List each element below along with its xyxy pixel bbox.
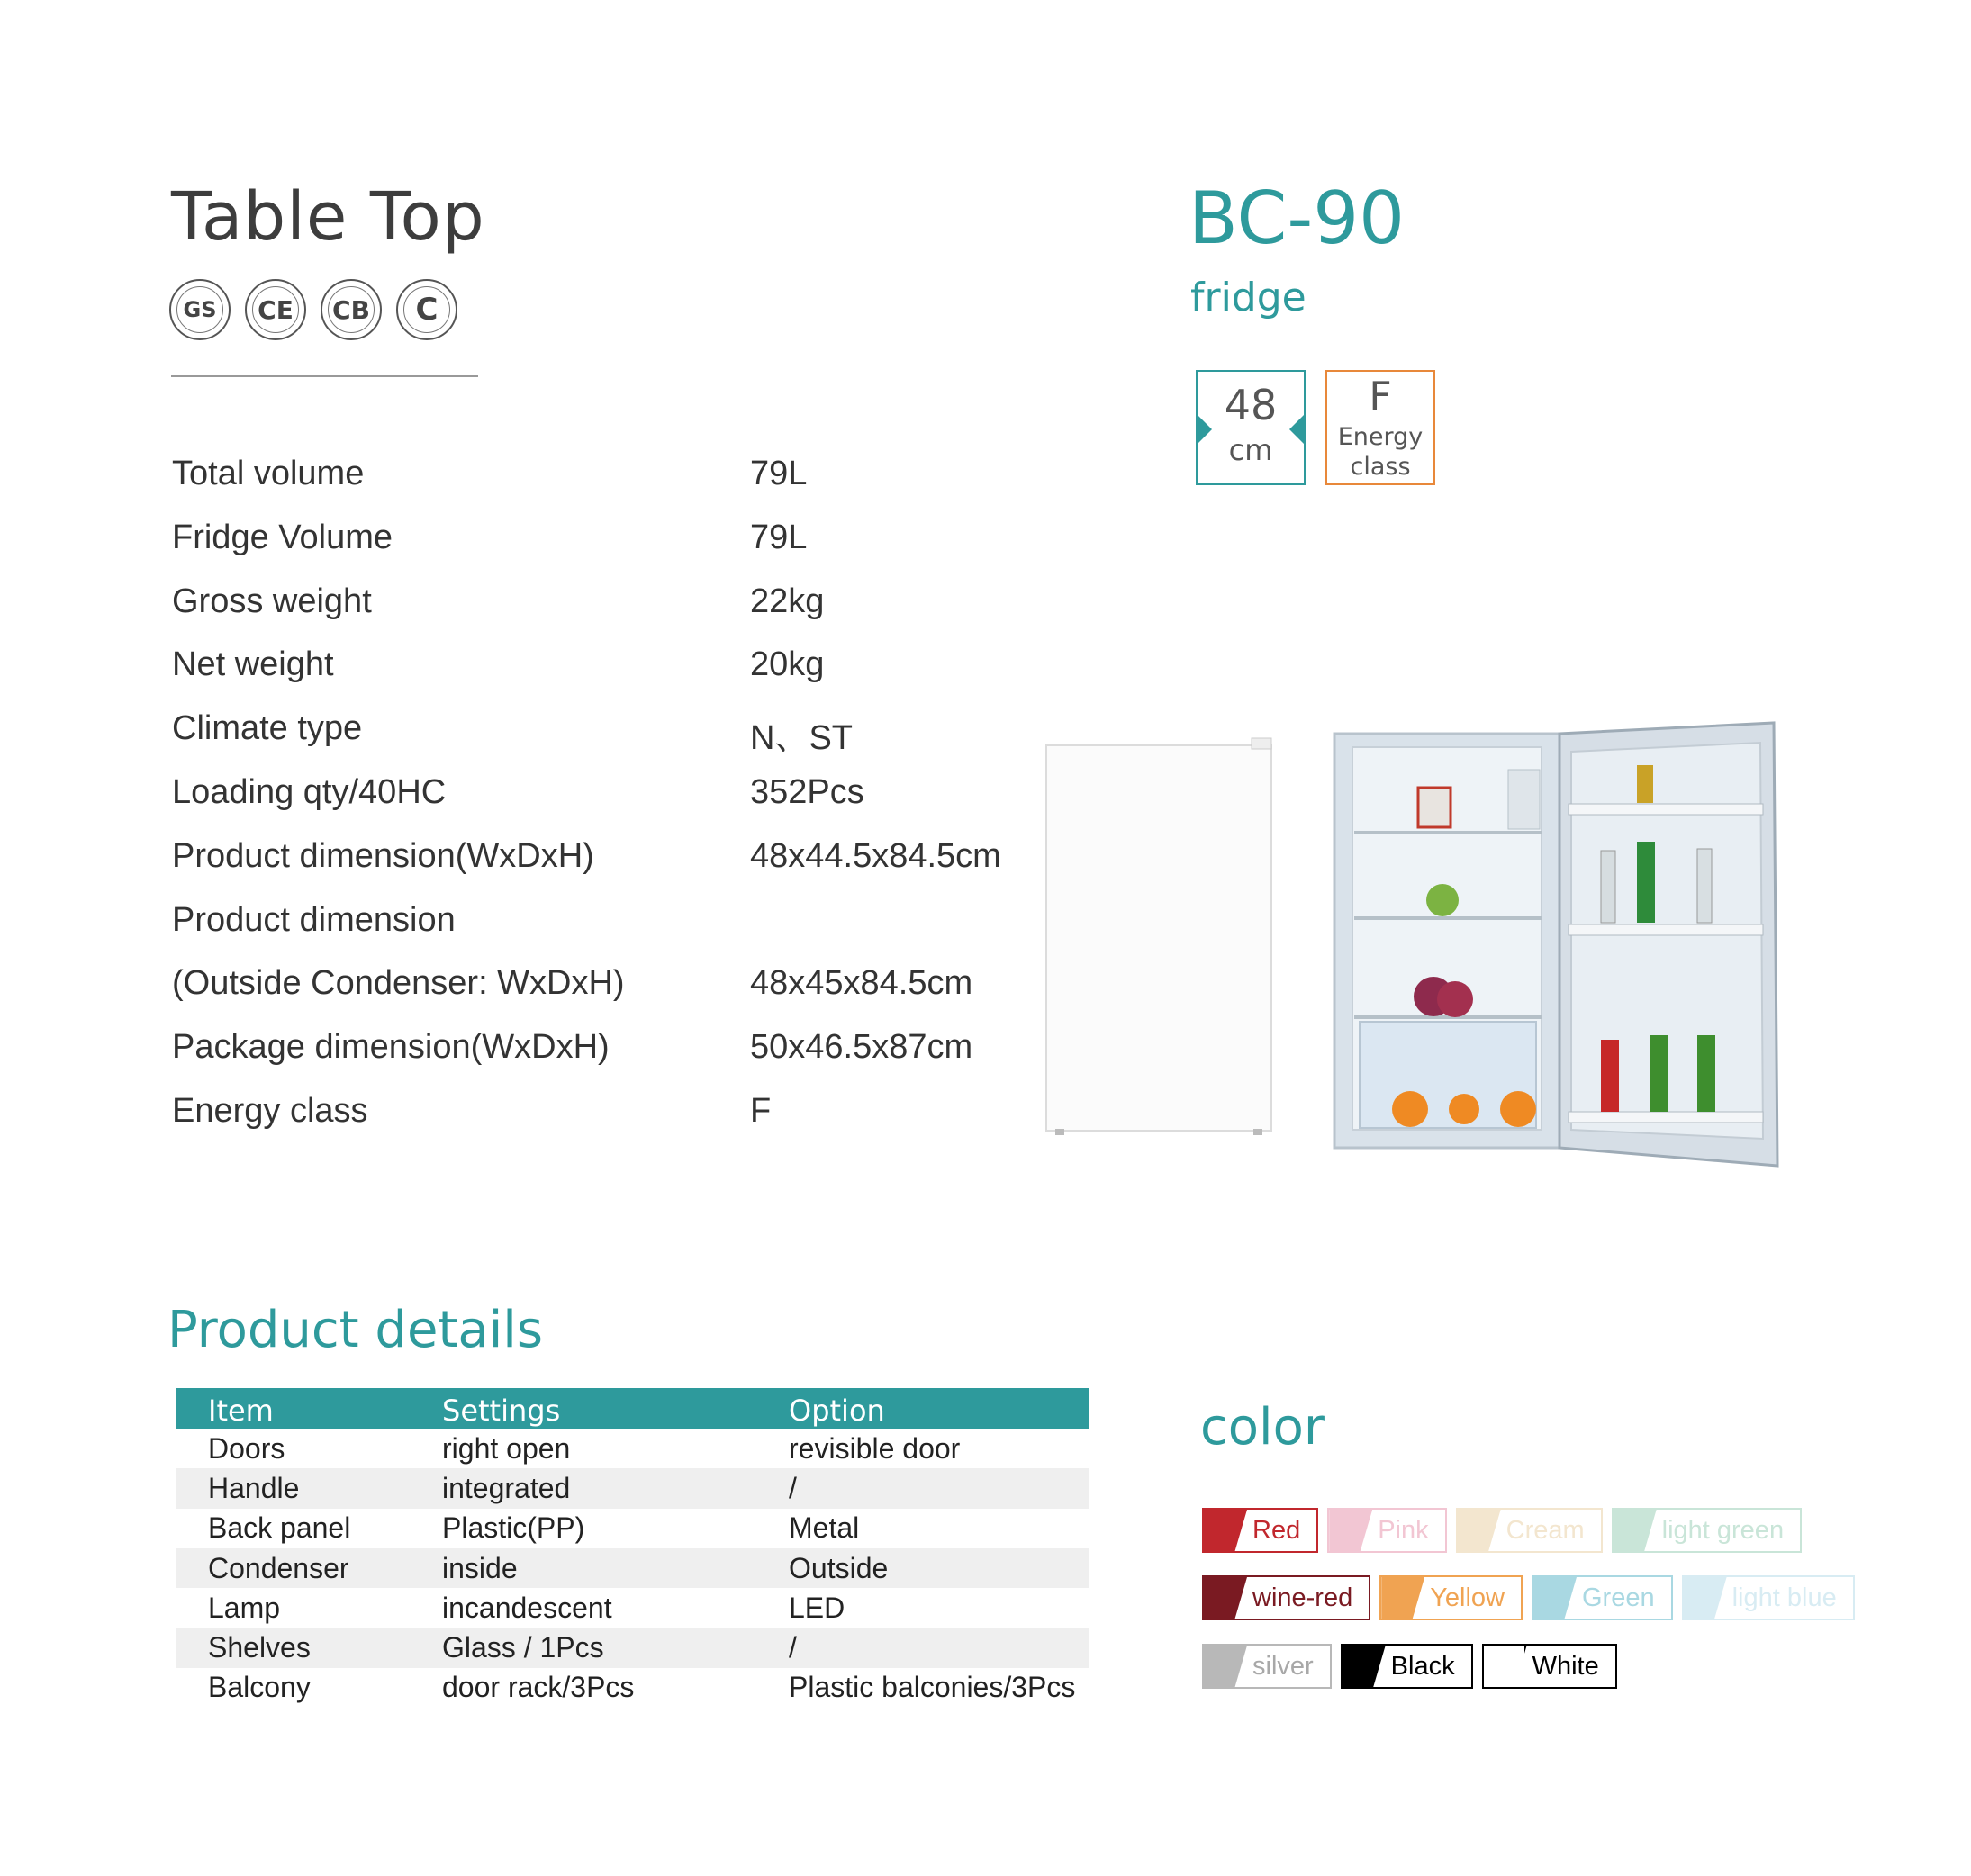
title-divider: [171, 375, 478, 377]
color-name: silver: [1252, 1651, 1314, 1681]
spec-label: Loading qty/40HC: [172, 772, 447, 811]
color-swatch[interactable]: [1327, 1508, 1446, 1553]
color-swatch[interactable]: [1202, 1575, 1370, 1620]
color-name: Pink: [1378, 1515, 1429, 1545]
color-swatch[interactable]: [1341, 1644, 1473, 1689]
table-row: [176, 1429, 1089, 1468]
table-cell: incandescent: [442, 1591, 612, 1624]
color-name: wine-red: [1252, 1583, 1353, 1612]
spec-value: F: [750, 1091, 772, 1130]
table-cell: Plastic(PP): [442, 1511, 585, 1545]
product-details-table: [176, 1388, 1089, 1708]
table-cell: Shelves: [176, 1628, 442, 1667]
gs-mark-icon: GS: [169, 279, 231, 340]
color-name: White: [1532, 1651, 1599, 1681]
spec-value: 20kg: [750, 645, 825, 684]
column-header: Settings: [442, 1388, 789, 1429]
spec-label: Fridge Volume: [172, 518, 393, 556]
table-cell: Condenser: [176, 1548, 442, 1588]
width-value: 48: [1224, 381, 1278, 429]
energy-label-line2: class: [1350, 453, 1411, 481]
table-cell: door rack/3Pcs: [442, 1671, 635, 1704]
table-row: [176, 1668, 1089, 1708]
table-row: [176, 1468, 1089, 1508]
energy-class-value: F: [1369, 374, 1392, 419]
spec-label: Product dimension(WxDxH): [172, 836, 594, 875]
spec-value: N、ST: [750, 719, 854, 758]
table-cell: Handle: [176, 1468, 442, 1508]
color-chip: [1484, 1646, 1527, 1687]
color-swatch[interactable]: [1482, 1644, 1617, 1689]
color-chip: [1329, 1510, 1372, 1551]
spec-value: 22kg: [750, 582, 825, 620]
width-badge: [1196, 370, 1306, 485]
table-cell: integrated: [442, 1468, 789, 1508]
spec-value: 79L: [750, 455, 808, 492]
table-cell: /: [789, 1468, 1089, 1508]
spec-value: 79L: [750, 518, 808, 556]
width-unit: cm: [1228, 433, 1273, 467]
table-cell: revisible door: [789, 1431, 961, 1465]
table-cell: Plastic balconies/3Pcs: [789, 1671, 1076, 1704]
table-row: [176, 1628, 1089, 1667]
fridge-closed-image: [1044, 736, 1274, 1137]
color-swatch[interactable]: [1612, 1508, 1802, 1553]
color-title: color: [1200, 1398, 1325, 1457]
column-header: Item: [176, 1388, 442, 1429]
spec-label: Product dimension: [172, 900, 456, 939]
spec-label: Climate type: [172, 709, 363, 748]
table-header-row: [176, 1388, 1089, 1429]
spec-label: Package dimension(WxDxH): [172, 1028, 610, 1067]
swatch-row: [1202, 1644, 1626, 1689]
table-row: [176, 1548, 1089, 1588]
color-chip: [1204, 1510, 1247, 1551]
color-name: Green: [1582, 1583, 1655, 1612]
color-name: Cream: [1505, 1515, 1585, 1545]
color-chip: [1533, 1577, 1577, 1619]
color-chip: [1614, 1510, 1657, 1551]
color-chip: [1458, 1510, 1501, 1551]
spec-label: Net weight: [172, 645, 334, 684]
table-cell: right open: [442, 1431, 571, 1465]
color-chip: [1684, 1577, 1727, 1619]
color-name: Yellow: [1430, 1583, 1505, 1612]
energy-badge: [1325, 370, 1435, 485]
swatch-row: [1202, 1508, 1811, 1553]
color-swatch[interactable]: [1532, 1575, 1673, 1620]
c-mark-icon: C: [396, 279, 457, 340]
swatch-row: [1202, 1575, 1864, 1620]
ce-mark-icon: CE: [245, 279, 306, 340]
spec-label: (Outside Condenser: WxDxH): [172, 964, 625, 1003]
table-cell: Glass / 1Pcs: [442, 1628, 789, 1667]
table-cell: Lamp: [208, 1591, 281, 1624]
certification-marks: [169, 279, 457, 340]
spec-value: 50x46.5x87cm: [750, 1028, 973, 1067]
product-type: fridge: [1190, 275, 1306, 320]
table-cell: Back panel: [208, 1511, 351, 1545]
spec-value: 352Pcs: [750, 772, 864, 811]
cb-mark-icon: CB: [321, 279, 382, 340]
spec-value: 48x44.5x84.5cm: [750, 836, 1001, 875]
table-cell: Doors: [208, 1431, 285, 1465]
color-chip: [1343, 1646, 1386, 1687]
product-details-title: Product details: [167, 1301, 543, 1359]
color-swatch[interactable]: [1202, 1508, 1318, 1553]
page-title: Table Top: [171, 178, 485, 256]
color-name: Black: [1390, 1651, 1455, 1681]
arrow-right-icon: [1196, 413, 1212, 446]
color-name: Red: [1252, 1515, 1301, 1545]
table-row: [176, 1588, 1089, 1628]
color-swatch[interactable]: [1379, 1575, 1523, 1620]
table-cell: /: [789, 1628, 1089, 1667]
table-row: [176, 1509, 1089, 1548]
color-swatch[interactable]: [1456, 1508, 1603, 1553]
table-cell: inside: [442, 1548, 789, 1588]
color-swatch[interactable]: [1202, 1644, 1332, 1689]
spec-label: Total volume: [172, 455, 365, 492]
color-name: light blue: [1731, 1583, 1837, 1612]
spec-label: Energy class: [172, 1091, 368, 1130]
table-cell: Metal: [789, 1511, 860, 1545]
model-number: BC-90: [1189, 176, 1405, 260]
arrow-left-icon: [1289, 413, 1306, 446]
color-swatch[interactable]: [1682, 1575, 1855, 1620]
table-cell: Balcony: [208, 1671, 311, 1704]
energy-label-line1: Energy: [1337, 423, 1424, 451]
column-header: Option: [789, 1388, 1089, 1429]
color-chip: [1381, 1577, 1424, 1619]
spec-label: Gross weight: [172, 582, 372, 620]
color-chip: [1204, 1646, 1247, 1687]
spec-value: 48x45x84.5cm: [750, 964, 973, 1003]
table-cell: LED: [789, 1591, 845, 1624]
color-chip: [1204, 1577, 1247, 1619]
table-cell: Outside: [789, 1548, 1089, 1588]
fridge-open-image: [1333, 716, 1779, 1170]
color-name: light green: [1661, 1515, 1785, 1545]
